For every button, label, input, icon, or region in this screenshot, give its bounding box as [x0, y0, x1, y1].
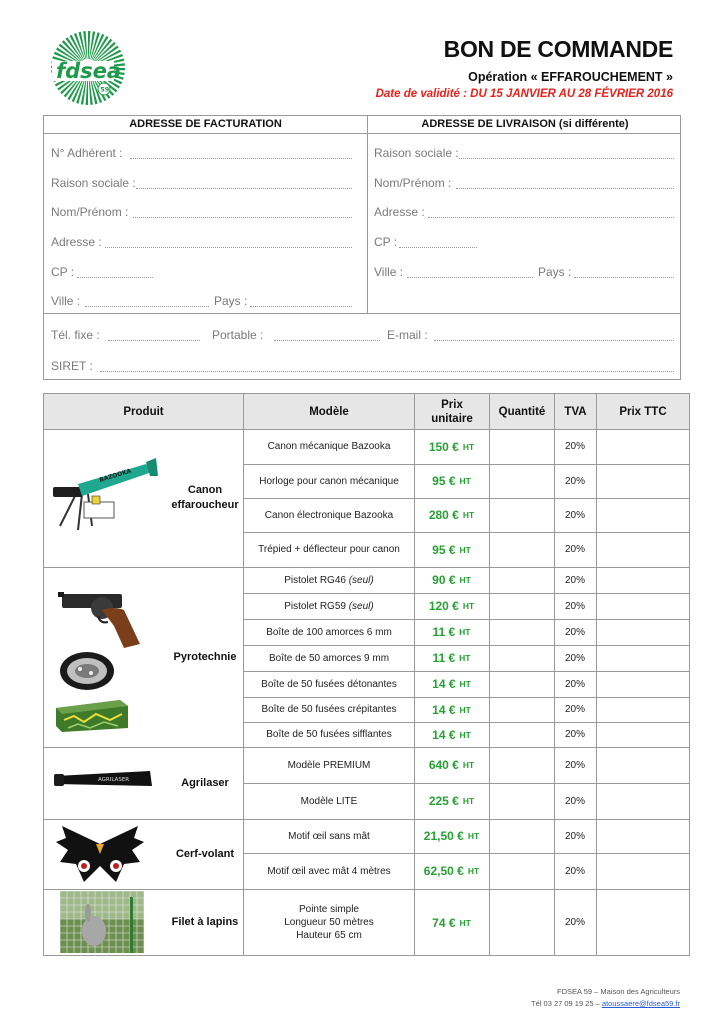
billing-address-label: Adresse :	[51, 235, 102, 249]
validity-date: Date de validité : DU 15 JANVIER AU 28 FÉVRIER 2016	[375, 88, 673, 100]
billing-company-label: Raison sociale :	[51, 176, 136, 190]
siret-label: SIRET :	[51, 359, 93, 373]
model-cell: Modèle LITE	[300, 795, 358, 807]
unit-price-cell: 11 € HT	[432, 651, 471, 665]
ttc-input[interactable]	[597, 722, 689, 747]
rabbit-net-image	[60, 891, 144, 953]
model-cell: Boîte de 50 fusées sifflantes	[266, 729, 392, 740]
model-cell: Boîte de 50 fusées détonantes	[261, 678, 397, 690]
tva-cell: 20%	[564, 652, 585, 664]
ht-label: HT	[459, 729, 471, 740]
header-quantity: Quantité	[498, 405, 546, 418]
ht-label: HT	[462, 510, 475, 520]
tva-cell: 20%	[564, 729, 585, 740]
model-cell: Trépied + déflecteur pour canon	[258, 544, 400, 555]
quantity-input[interactable]	[490, 671, 554, 697]
tva-cell: 20%	[564, 475, 585, 487]
fdsea-logo	[50, 30, 126, 106]
quantity-input[interactable]	[490, 532, 554, 567]
email-field[interactable]	[434, 340, 674, 341]
unit-price-cell: 11 € HT	[432, 625, 471, 639]
billing-name-field[interactable]	[133, 217, 352, 218]
model-cell: Boîte de 100 amorces 6 mm	[266, 626, 392, 638]
ht-label: HT	[459, 917, 471, 928]
model-cell: Boîte de 50 fusées crépitantes	[261, 704, 397, 715]
pistol-image	[54, 582, 149, 652]
delivery-cp-label: CP :	[374, 235, 398, 249]
footer-phone: Tél 03 27 09 19 25 –	[531, 999, 602, 1008]
quantity-input[interactable]	[490, 464, 554, 498]
quantity-input[interactable]	[490, 889, 554, 956]
model-cell: Pointe simple Longueur 50 mètres Hauteur 65 cm	[284, 904, 374, 941]
category-canon: Canon effaroucheur	[171, 484, 239, 511]
tva-cell: 20%	[564, 917, 585, 928]
ht-label: HT	[459, 627, 471, 637]
tva-cell: 20%	[564, 795, 585, 807]
laser-image	[52, 766, 156, 796]
model-cell: Motif œil sans mât	[288, 830, 370, 842]
ht-label: HT	[459, 679, 471, 689]
model-note: (seul)	[345, 600, 374, 612]
tva-cell: 20%	[564, 509, 585, 521]
model-cell: Pistolet RG46 (seul)	[284, 574, 374, 586]
phone-field[interactable]	[108, 340, 200, 341]
model-note: (seul)	[345, 574, 374, 586]
quantity-input[interactable]	[490, 747, 554, 783]
delivery-country-field[interactable]	[574, 277, 674, 278]
ttc-input[interactable]	[597, 697, 689, 722]
quantity-input[interactable]	[490, 619, 554, 645]
quantity-input[interactable]	[490, 567, 554, 593]
tva-cell: 20%	[564, 441, 585, 452]
laser-label: AGRILASER	[98, 777, 130, 783]
ht-label: HT	[459, 575, 471, 585]
quantity-input[interactable]	[490, 498, 554, 532]
member-number-label: N° Adhérent :	[51, 146, 123, 160]
unit-price-cell: 120 € HT	[428, 599, 475, 613]
ht-label: HT	[459, 544, 471, 555]
quantity-input[interactable]	[490, 853, 554, 889]
category-cerf-volant: Cerf-volant	[175, 847, 235, 860]
unit-price-cell: 640 € HT	[428, 758, 475, 772]
address-form	[43, 115, 681, 380]
unit-price-cell: 14 € HT	[432, 677, 471, 691]
tva-cell: 20%	[564, 600, 585, 612]
quantity-input[interactable]	[490, 593, 554, 619]
tva-cell: 20%	[564, 626, 585, 638]
header-product: Produit	[123, 405, 164, 418]
ttc-input[interactable]	[597, 819, 689, 853]
ttc-input[interactable]	[597, 498, 689, 532]
kite-image	[54, 822, 146, 886]
header-model: Modèle	[309, 405, 349, 418]
model-cell: Horloge pour canon mécanique	[259, 475, 399, 487]
ttc-input[interactable]	[597, 889, 689, 956]
page-title: BON DE COMMANDE	[443, 36, 673, 62]
product-table	[43, 393, 690, 956]
tva-cell: 20%	[564, 544, 585, 555]
phone-label: Tél. fixe :	[51, 328, 100, 342]
logo-number: 59	[100, 85, 110, 94]
billing-cp-field[interactable]	[77, 277, 153, 278]
tva-cell: 20%	[564, 704, 585, 715]
mobile-field[interactable]	[274, 340, 380, 341]
email-label: E-mail :	[387, 328, 428, 342]
billing-address-field[interactable]	[105, 247, 352, 248]
footer	[531, 986, 680, 1010]
ttc-input[interactable]	[597, 593, 689, 619]
unit-price-cell: 14 € HT	[432, 727, 471, 742]
primers-box-image	[58, 650, 116, 692]
tva-cell: 20%	[564, 574, 585, 586]
quantity-input[interactable]	[490, 645, 554, 671]
billing-company-field[interactable]	[136, 188, 352, 189]
ttc-input[interactable]	[597, 783, 689, 819]
ht-label: HT	[462, 601, 475, 611]
ht-label: HT	[462, 441, 475, 452]
tva-cell: 20%	[564, 865, 585, 877]
unit-price-cell: 95 € HT	[432, 542, 471, 557]
siret-field[interactable]	[100, 371, 674, 372]
unit-price-cell: 225 € HT	[428, 794, 475, 808]
delivery-city-field[interactable]	[407, 277, 533, 278]
header-unit-price: Prix unitaire	[431, 398, 473, 425]
tva-cell: 20%	[564, 830, 585, 842]
unit-price-cell: 21,50 € HT	[423, 829, 480, 843]
logo-text: fdsea	[56, 59, 122, 83]
delivery-address-label: Adresse :	[374, 205, 425, 219]
footer-org: FDSEA 59 – Maison des Agriculteurs	[557, 987, 680, 996]
delivery-company-label: Raison sociale :	[374, 146, 459, 160]
model-cell: Motif œil avec mât 4 mètres	[267, 865, 391, 877]
unit-price-cell: 150 € HT	[428, 439, 475, 454]
delivery-name-field[interactable]	[456, 188, 674, 189]
ttc-input[interactable]	[597, 645, 689, 671]
billing-address-header: ADRESSE DE FACTURATION	[129, 118, 282, 130]
ttc-input[interactable]	[597, 671, 689, 697]
ttc-input[interactable]	[597, 853, 689, 889]
mobile-label: Portable :	[212, 328, 264, 342]
rockets-box-image	[54, 698, 130, 734]
category-agrilaser: Agrilaser	[181, 776, 229, 789]
billing-name-label: Nom/Prénom :	[51, 205, 129, 219]
delivery-country-label: Pays :	[538, 265, 572, 279]
ht-label: HT	[459, 653, 471, 663]
billing-cp-label: CP :	[51, 265, 75, 279]
unit-price-cell: 14 € HT	[432, 702, 471, 717]
ht-label: HT	[467, 831, 480, 841]
billing-country-label: Pays :	[214, 294, 248, 308]
bazooka-label: BAZOOKA	[98, 467, 133, 484]
model-cell: Pistolet RG59 (seul)	[284, 600, 374, 612]
tva-cell: 20%	[564, 678, 585, 690]
ttc-input[interactable]	[597, 567, 689, 593]
delivery-company-field[interactable]	[459, 158, 674, 159]
unit-price-cell: 74 € HT	[432, 915, 471, 930]
footer-email-link[interactable]: atoussaere@fdsea59.fr	[601, 999, 680, 1008]
ttc-input[interactable]	[597, 532, 689, 567]
unit-price-cell: 62,50 € HT	[423, 864, 480, 878]
quantity-input[interactable]	[490, 697, 554, 722]
category-filet: Filet à lapins	[171, 916, 239, 928]
ht-label: HT	[459, 704, 471, 715]
ttc-input[interactable]	[597, 464, 689, 498]
delivery-name-label: Nom/Prénom :	[374, 176, 452, 190]
quantity-input[interactable]	[490, 783, 554, 819]
unit-price-cell: 95 € HT	[432, 474, 471, 488]
ttc-input[interactable]	[597, 619, 689, 645]
model-cell: Canon mécanique Bazooka	[267, 441, 391, 452]
ht-label: HT	[459, 476, 471, 486]
delivery-address-header: ADRESSE DE LIVRAISON (si différente)	[421, 118, 629, 130]
header-ttc: Prix TTC	[619, 405, 667, 418]
delivery-city-label: Ville :	[374, 265, 404, 279]
unit-price-cell: 280 € HT	[428, 508, 475, 522]
model-cell: Canon électronique Bazooka	[264, 509, 394, 521]
operation-label: Opération « EFFAROUCHEMENT »	[468, 70, 673, 84]
ht-label: HT	[462, 796, 475, 806]
ht-label: HT	[467, 866, 480, 876]
billing-city-field[interactable]	[85, 306, 209, 307]
bazooka-canon-image	[48, 454, 160, 534]
delivery-address-field[interactable]	[428, 217, 674, 218]
category-pyrotechnie: Pyrotechnie	[173, 650, 237, 663]
ttc-input[interactable]	[597, 747, 689, 783]
member-number-field[interactable]	[130, 158, 352, 159]
quantity-input[interactable]	[490, 429, 554, 464]
delivery-cp-field[interactable]	[399, 247, 477, 248]
header-tva: TVA	[564, 405, 587, 418]
ttc-input[interactable]	[597, 429, 689, 464]
tva-cell: 20%	[564, 759, 585, 771]
unit-price-cell: 90 € HT	[432, 573, 471, 587]
billing-country-field[interactable]	[250, 306, 352, 307]
model-cell: Modèle PREMIUM	[287, 759, 371, 771]
billing-city-label: Ville :	[51, 294, 81, 308]
ht-label: HT	[462, 760, 475, 770]
quantity-input[interactable]	[490, 819, 554, 853]
quantity-input[interactable]	[490, 722, 554, 747]
model-cell: Boîte de 50 amorces 9 mm	[268, 652, 390, 664]
